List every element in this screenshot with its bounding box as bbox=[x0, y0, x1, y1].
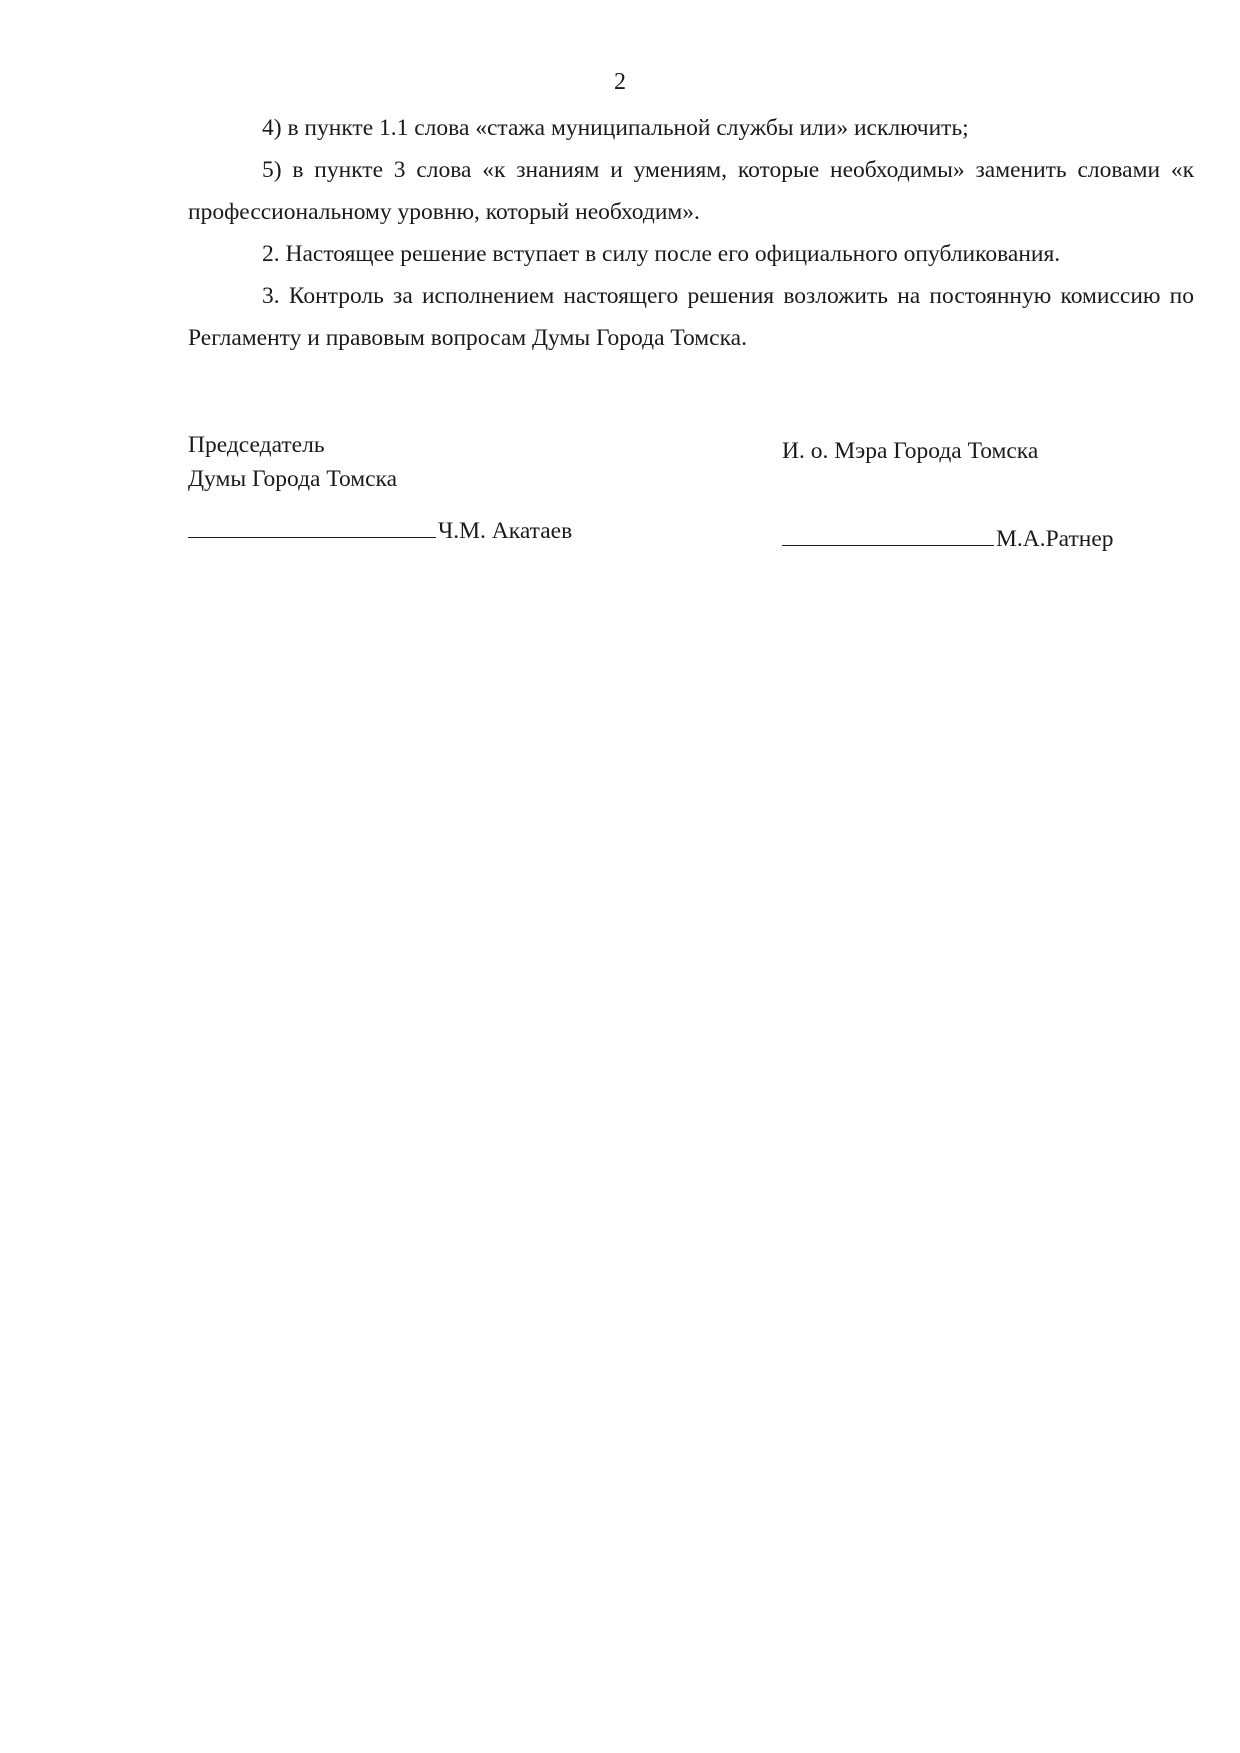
chairman-title-line2: Думы Города Томска bbox=[188, 466, 398, 492]
chairman-signature-line bbox=[188, 515, 436, 538]
chairman-title-line1: Председатель bbox=[188, 432, 325, 458]
paragraph-item-5: 5) в пункте 3 слова «к знаниям и умениям, которые необходимы» заменить словами «к профессиональному уровню, который необходим». bbox=[188, 157, 1194, 225]
mayor-title: И. о. Мэра Города Томска bbox=[782, 438, 1039, 464]
paragraph-effective-date: 2. Настоящее решение вступает в силу после его официального опубликования. bbox=[262, 241, 1061, 267]
mayor-name: М.А.Ратнер bbox=[996, 526, 1114, 552]
chairman-name: Ч.М. Акатаев bbox=[438, 518, 573, 544]
mayor-signature-line bbox=[782, 523, 994, 546]
paragraph-control: 3. Контроль за исполнением настоящего решения возложить на постоянную комиссию по Регламенту и правовым вопросам Думы Города Томска. bbox=[188, 283, 1194, 351]
page-number: 2 bbox=[614, 69, 626, 95]
mayor-signature-row bbox=[782, 523, 1114, 554]
paragraph-item-4: 4) в пункте 1.1 слова «стажа муниципальной службы или» исключить; bbox=[262, 115, 969, 141]
document-body bbox=[188, 107, 1194, 359]
signature-chairman bbox=[188, 428, 708, 544]
signature-mayor bbox=[782, 428, 1194, 552]
chairman-signature-row bbox=[188, 515, 572, 546]
